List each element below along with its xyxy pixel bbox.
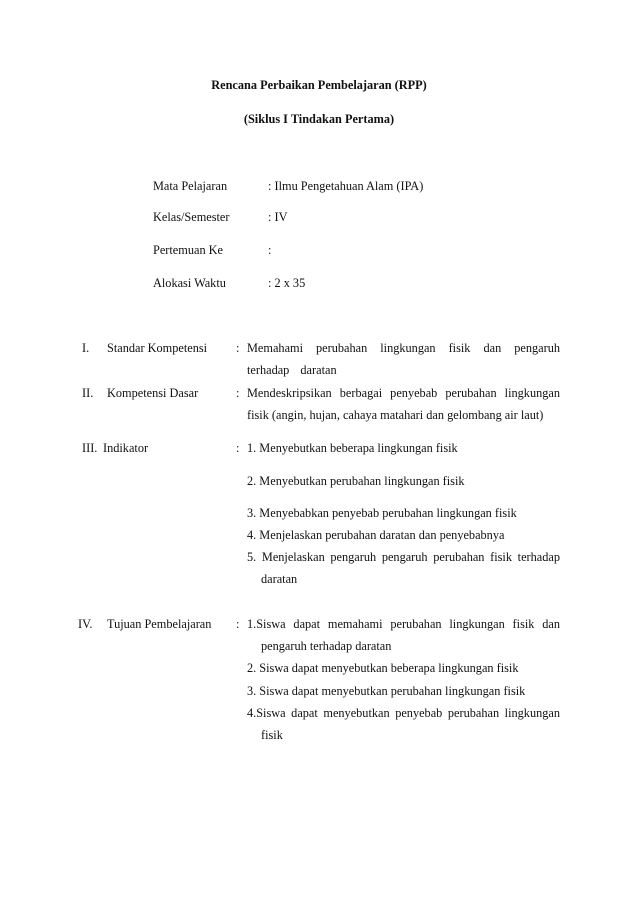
section-colon: :	[236, 386, 240, 400]
section-line: fisik (angin, hujan, cahaya matahari dan gelombang air laut)	[247, 408, 544, 422]
section-line: Mendeskripsikan berbagai penyebab perubahan lingkungan	[247, 386, 560, 400]
info-value-subject: : Ilmu Pengetahuan Alam (IPA)	[268, 179, 424, 193]
indicator-item: 3. Menyebabkan penyebab perubahan lingkungan fisik	[247, 506, 517, 520]
section-line: terhadap daratan	[247, 363, 337, 377]
objective-item: 3. Siswa dapat menyebutkan perubahan lingkungan fisik	[247, 684, 526, 698]
indicator-item: 1. Menyebutkan beberapa lingkungan fisik	[247, 441, 458, 455]
indicator-item: 4. Menjelaskan perubahan daratan dan penyebabnya	[247, 528, 505, 542]
objective-item: pengaruh terhadap daratan	[261, 639, 392, 653]
info-label-time: Alokasi Waktu	[153, 276, 226, 290]
section-numeral: II.	[82, 386, 94, 400]
page-title: Rencana Perbaikan Pembelajaran (RPP)	[211, 78, 427, 92]
section-numeral: IV.	[78, 617, 93, 631]
info-value-meeting: :	[268, 243, 272, 257]
section-line: Memahami perubahan lingkungan fisik dan pengaruh	[247, 341, 560, 355]
page-subtitle: (Siklus I Tindakan Pertama)	[243, 112, 395, 126]
section-label: Kompetensi Dasar	[107, 386, 199, 400]
section-label: Tujuan Pembelajaran	[107, 617, 212, 631]
info-label-subject: Mata Pelajaran	[153, 179, 228, 193]
indicator-item: 5. Menjelaskan pengaruh pengaruh perubahan fisik terhadap	[247, 550, 560, 564]
section-label: Indikator	[103, 441, 149, 455]
objective-item: 2. Siswa dapat menyebutkan beberapa lingkungan fisik	[247, 661, 519, 675]
objective-item: 4.Siswa dapat menyebutkan penyebab perubahan lingkungan	[247, 706, 560, 720]
objective-item: fisik	[261, 728, 283, 742]
info-label-meeting: Pertemuan Ke	[153, 243, 223, 257]
indicator-item: daratan	[261, 572, 298, 586]
section-colon: :	[236, 441, 240, 455]
section-colon: :	[236, 341, 240, 355]
info-value-class: : IV	[268, 210, 288, 224]
indicator-item: 2. Menyebutkan perubahan lingkungan fisik	[247, 474, 465, 488]
info-label-class: Kelas/Semester	[153, 210, 230, 224]
section-colon: :	[236, 617, 240, 631]
section-numeral: I.	[82, 341, 90, 355]
section-numeral: III.	[82, 441, 98, 455]
objective-item: 1.Siswa dapat memahami perubahan lingkungan fisik dan	[247, 617, 560, 631]
info-value-time: : 2 x 35	[268, 276, 306, 290]
section-label: Standar Kompetensi	[107, 341, 208, 355]
